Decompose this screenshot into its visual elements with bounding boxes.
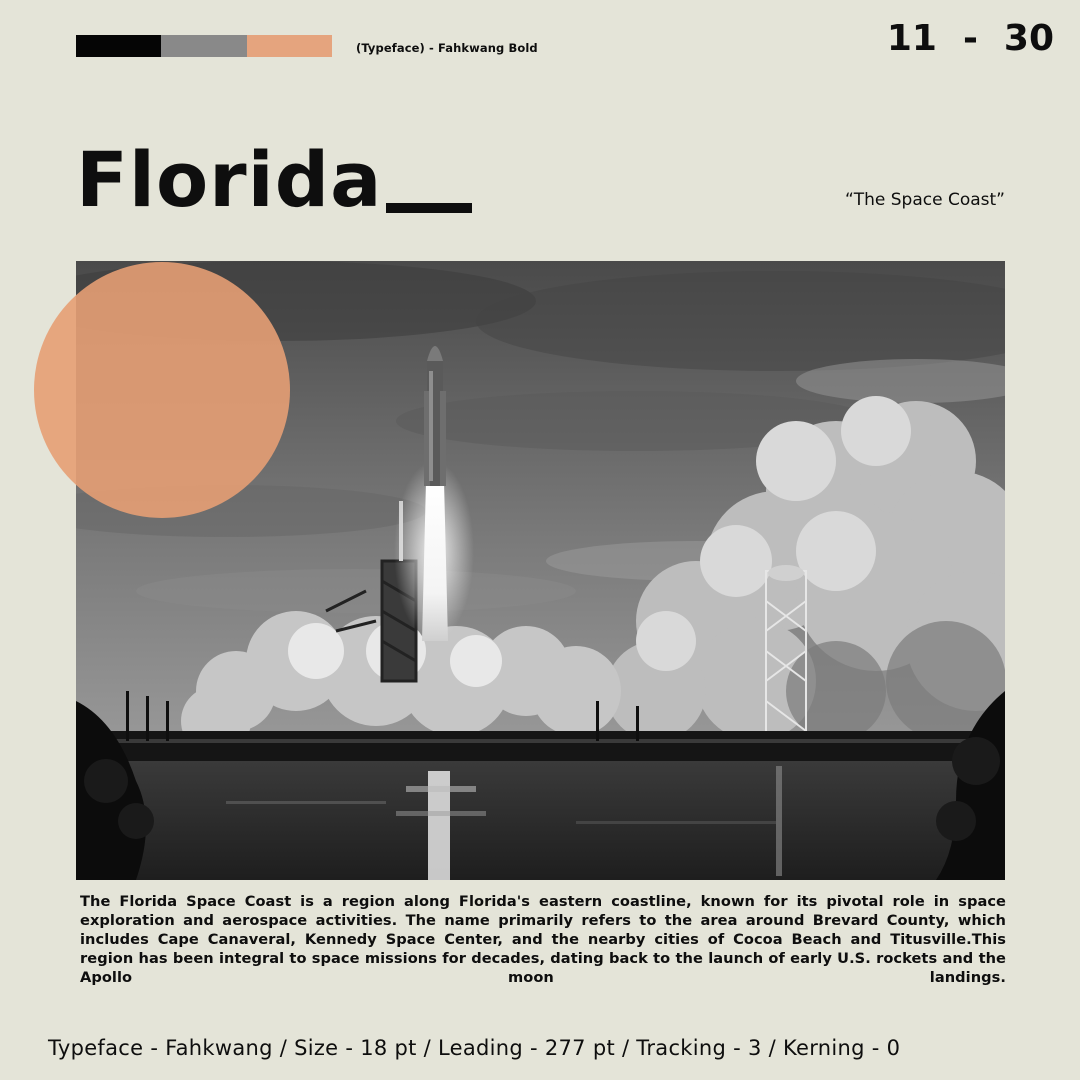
range-end: 30	[1003, 18, 1054, 59]
typeface-label: (Typeface) - Fahkwang Bold	[356, 41, 538, 55]
swatch-black	[76, 35, 161, 57]
description-paragraph: The Florida Space Coast is a region along Florida's eastern coastline, known for its pivotal role in space exploration and aerospace activities. The name primarily refers to the area around Brevard County, which includes Cape Canaveral, Kennedy Space Center, and the nearby cities of Cocoa Beach and Titusville.This region has been integral to space missions for decades, dating back to the launch of early U.S. rockets and the Apollo moon landings.	[80, 893, 1006, 986]
typography-spec-line: Typeface - Fahkwang / Size - 18 pt / Leading - 277 pt / Tracking - 3 / Kerning - 0	[48, 1036, 901, 1060]
swatch-gray	[161, 35, 246, 57]
page-range	[887, 18, 1054, 59]
range-start: 11	[886, 18, 937, 59]
color-swatch-bar	[76, 35, 332, 57]
page-title: Florida	[76, 135, 383, 224]
subtitle-quote: “The Space Coast”	[844, 190, 1005, 210]
range-separator: -	[962, 18, 978, 59]
title-underline-dash	[386, 203, 472, 213]
swatch-peach	[247, 35, 332, 57]
accent-circle	[34, 262, 290, 518]
